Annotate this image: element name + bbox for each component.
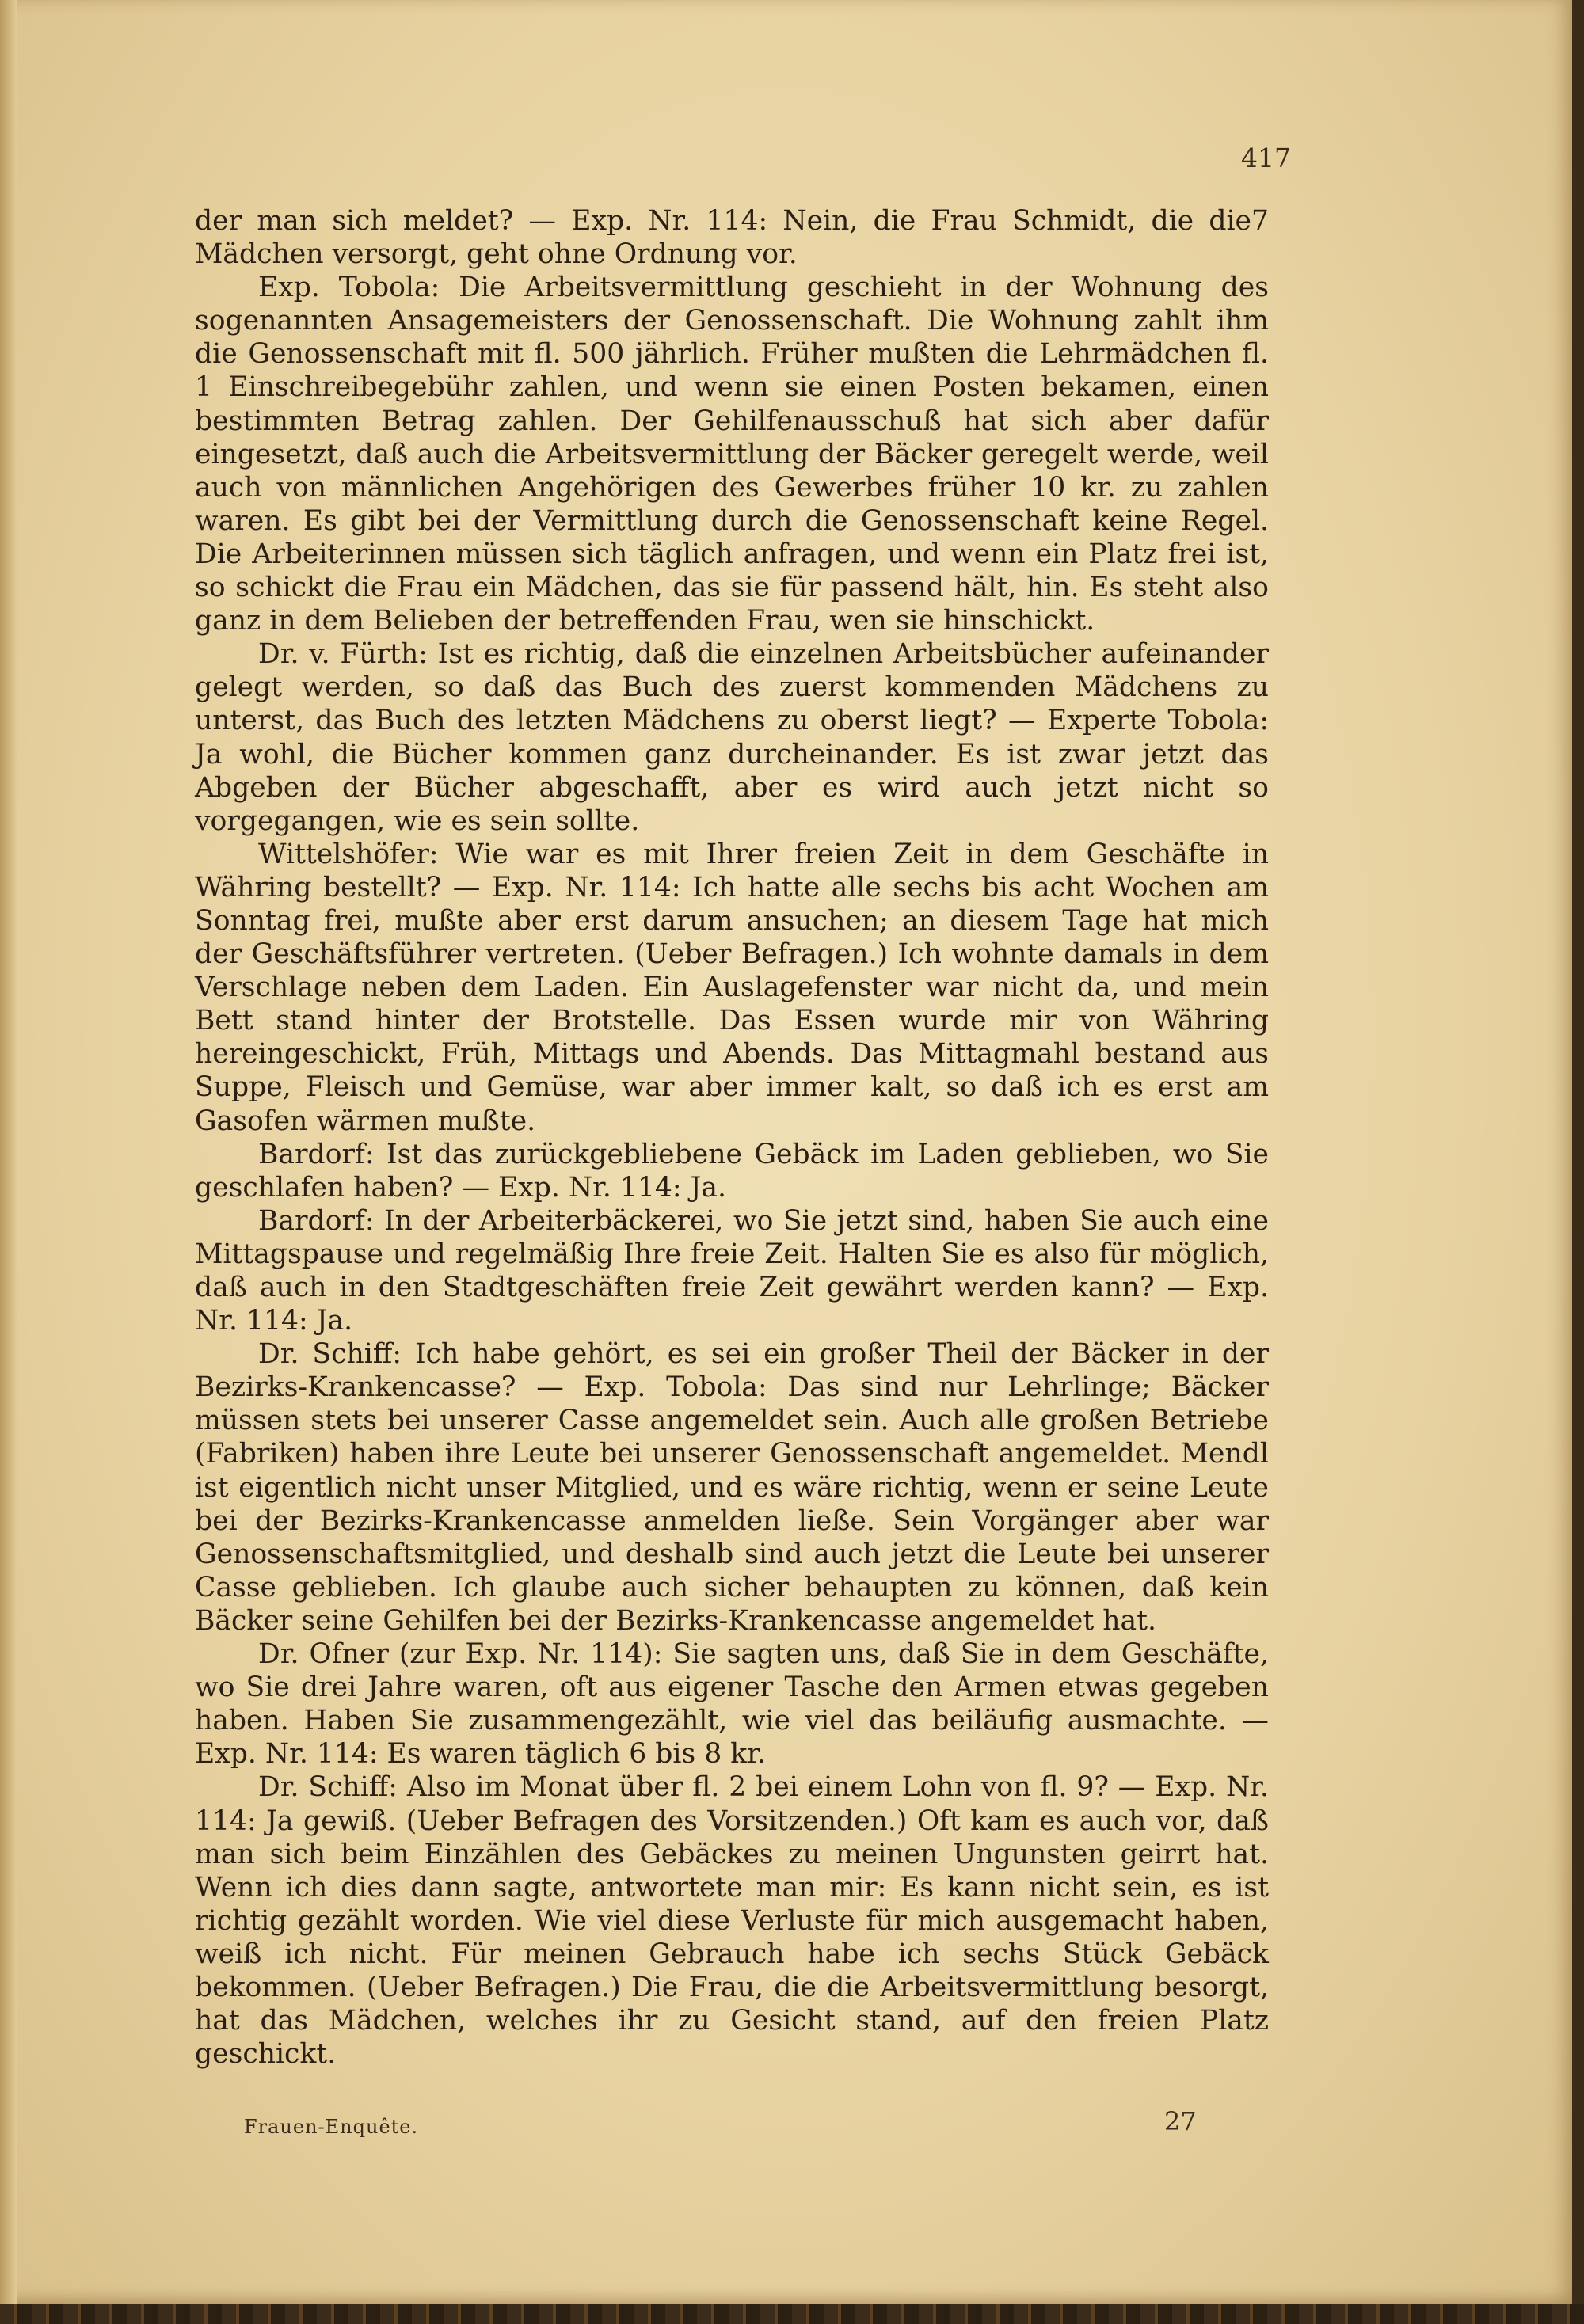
page-number: 417	[1241, 143, 1291, 173]
book-edge-bottom	[0, 2304, 1584, 2324]
page-gutter	[0, 0, 17, 2304]
signature-mark: 27	[1164, 2106, 1197, 2136]
paragraph: Dr. Schiff: Ich habe gehört, es sei ein großer Theil der Bäcker in der Bezirks-Krankencasse? — Exp. Tobola: Das sind nur Lehrlinge; Bäcker müssen stets bei unserer Casse angemeldet sein. Auch alle großen Betriebe (Fabriken) haben ihre Leute bei unserer Genossenschaft angemeldet. Mendl ist eigentlich nicht unser Mitglied, und es wäre richtig, wenn er seine Leute bei der Bezirks-Krankencasse anmelden ließe. Sein Vorgänger aber war Genossenschaftsmitglied, und deshalb sind auch jetzt die Leute bei unserer Casse geblieben. Ich glaube auch sicher behaupten zu können, daß kein Bäcker seine Gehilfen bei der Bezirks-Krankencasse angemeldet hat.	[195, 1338, 1269, 1637]
paragraph: der man sich meldet? — Exp. Nr. 114: Nein, die Frau Schmidt, die die7 Mädchen versorgt, geht ohne Ordnung vor.	[195, 205, 1269, 271]
paragraph: Bardorf: Ist das zurückgebliebene Gebäck im Laden geblieben, wo Sie geschlafen haben? — Exp. Nr. 114: Ja.	[195, 1138, 1269, 1204]
book-edge-right	[1572, 0, 1584, 2324]
paragraph: Exp. Tobola: Die Arbeitsvermittlung geschieht in der Wohnung des sogenannten Ansagemeisters der Genossenschaft. Die Wohnung zahlt ihm die Genossenschaft mit fl. 500 jährlich. Früher mußten die Lehrmädchen fl. 1 Einschreibegebühr zahlen, und wenn sie einen Posten bekamen, einen bestimmten Betrag zahlen. Der Gehilfenausschuß hat sich aber dafür eingesetzt, daß auch die Arbeitsvermittlung der Bäcker geregelt werde, weil auch von männlichen Angehörigen des Gewerbes früher 10 kr. zu zahlen waren. Es gibt bei der Vermittlung durch die Genossenschaft keine Regel. Die Arbeiterinnen müssen sich täglich anfragen, und wenn ein Platz frei ist, so schickt die Frau ein Mädchen, das sie für passend hält, hin. Es steht also ganz in dem Belieben der betreffenden Frau, wen sie hinschickt.	[195, 272, 1269, 637]
paragraph: Dr. Ofner (zur Exp. Nr. 114): Sie sagten uns, daß Sie in dem Geschäfte, wo Sie drei Jahre waren, oft aus eigener Tasche den Armen etwas gegeben haben. Haben Sie zusammengezählt, wie viel das beiläufig ausmachte. — Exp. Nr. 114: Es waren täglich 6 bis 8 kr.	[195, 1638, 1269, 1771]
paragraph: Dr. Schiff: Also im Monat über fl. 2 bei einem Lohn von fl. 9? — Exp. Nr. 114: Ja gewiß. (Ueber Befragen des Vorsitzenden.) Oft kam es auch vor, daß man sich beim Einzählen des Gebäckes zu meinen Ungunsten geirrt hat. Wenn ich dies dann sagte, antwortete man mir: Es kann nicht sein, es ist richtig gezählt worden. Wie viel diese Verluste für mich ausgemacht haben, weiß ich nicht. Für meinen Gebrauch habe ich sechs Stück Gebäck bekommen. (Ueber Befragen.) Die Frau, die die Arbeitsvermittlung besorgt, hat das Mädchen, welches ihr zu Gesicht stand, auf den freien Platz geschickt.	[195, 1771, 1269, 2071]
running-footer-title: Frauen-Enquête.	[244, 2116, 419, 2138]
paragraph: Wittelshöfer: Wie war es mit Ihrer freien Zeit in dem Geschäfte in Währing bestellt? — Exp. Nr. 114: Ich hatte alle sechs bis acht Wochen am Sonntag frei, mußte aber erst darum ansuchen; an diesem Tage hat mich der Geschäftsführer vertreten. (Ueber Befragen.) Ich wohnte damals in dem Verschlage neben dem Laden. Ein Auslagefenster war nicht da, und mein Bett stand hinter der Brotstelle. Das Essen wurde mir von Währing hereingeschickt, Früh, Mittags und Abends. Das Mittagmahl bestand aus Suppe, Fleisch und Gemüse, war aber immer kalt, so daß ich es erst am Gasofen wärmen mußte.	[195, 838, 1269, 1137]
paragraph: Bardorf: In der Arbeiterbäckerei, wo Sie jetzt sind, haben Sie auch eine Mittagspause und regelmäßig Ihre freie Zeit. Halten Sie es also für möglich, daß auch in den Stadtgeschäften freie Zeit gewährt werden kann? — Exp. Nr. 114: Ja.	[195, 1204, 1269, 1337]
body-text	[195, 204, 1269, 2071]
paragraph: Dr. v. Fürth: Ist es richtig, daß die einzelnen Arbeitsbücher aufeinander gelegt werden, so daß das Buch des zuerst kommenden Mädchens zu unterst, das Buch des letzten Mädchens zu oberst liegt? — Experte Tobola: Ja wohl, die Bücher kommen ganz durcheinander. Es ist zwar jetzt das Abgeben der Bücher abgeschafft, aber es wird auch jetzt nicht so vorgegangen, wie es sein sollte.	[195, 638, 1269, 837]
